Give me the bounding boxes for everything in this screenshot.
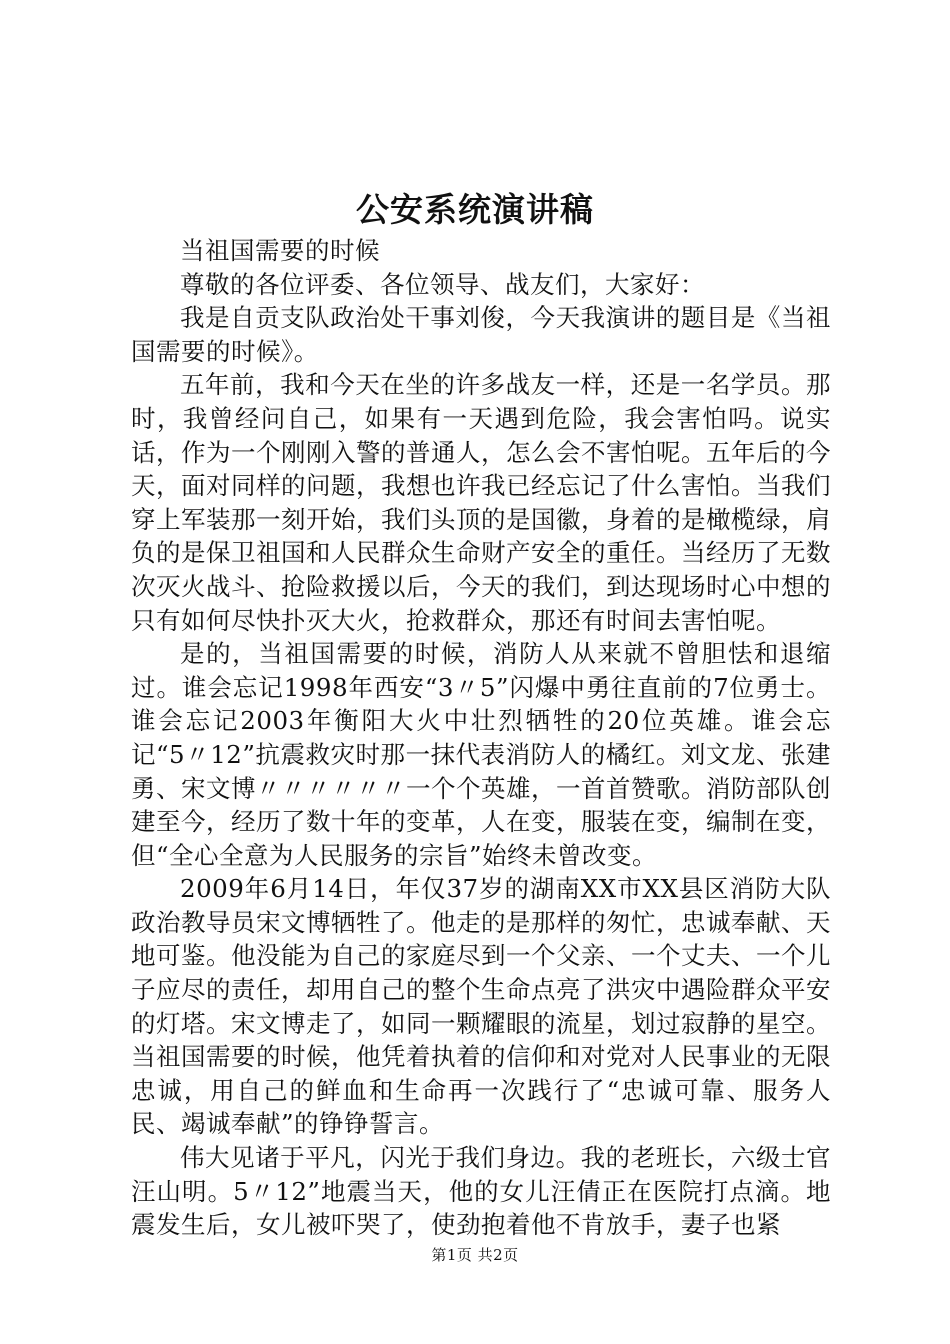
body-paragraph: 我是自贡支队政治处干事刘俊，今天我演讲的题目是《当祖国需要的时候》。 bbox=[131, 303, 831, 366]
body-paragraph: 伟大见诸于平凡，闪光于我们身边。我的老班长，六级士官汪山明。5〃12”地震当天，他的女儿汪倩正在医院打点滴。地震发生后，女儿被吓哭了，使劲抱着他不肯放手，妻子也紧 bbox=[131, 1143, 831, 1240]
speech-subtitle: 当祖国需要的时候 bbox=[180, 236, 380, 265]
page-number-footer: 第1页 共2页 bbox=[431, 1246, 519, 1264]
body-paragraph: 是的，当祖国需要的时候，消防人从来就不曾胆怯和退缩过。谁会忘记1998年西安“3〃5”闪爆中勇往直前的7位勇士。谁会忘记2003年衡阳大火中壮烈牺牲的20位英雄。谁会忘记“5〃12”抗震救灾时那一抹代表消防人的橘红。刘文龙、张建勇、宋文博〃〃〃〃〃〃一个个英雄，一首首赞歌。消防部队创建至今，经历了数十年的变革，人在变，服装在变，编制在变，但“全心全意为人民服务的宗旨”始终未曾改变。 bbox=[131, 639, 831, 870]
document-title: 公安系统演讲稿 bbox=[356, 190, 594, 229]
body-paragraph: 五年前，我和今天在坐的许多战友一样，还是一名学员。那时，我曾经问自己，如果有一天遇到危险，我会害怕吗。说实话，作为一个刚刚入警的普通人，怎么会不害怕呢。五年后的今天，面对同样的问题，我想也许我已经忘记了什么害怕。当我们穿上军装那一刻开始，我们头顶的是国徽，身着的是橄榄绿，肩负的是保卫祖国和人民群众生命财产安全的重任。当经历了无数次灭火战斗、抢险救援以后，今天的我们，到达现场时心中想的只有如何尽快扑灭大火，抢救群众，那还有时间去害怕呢。 bbox=[131, 370, 831, 635]
salutation: 尊敬的各位评委、各位领导、战友们，大家好： bbox=[180, 269, 705, 299]
body-paragraph: 2009年6月14日，年仅37岁的湖南XX市XX县区消防大队政治教导员宋文博牺牲了。他走的是那样的匆忙，忠诚奉献、天地可鉴。他没能为自己的家庭尽到一个父亲、一个丈夫、一个儿子应尽的责任，却用自己的整个生命点亮了洪灾中遇险群众平安的灯塔。宋文博走了，如同一颗耀眼的流星，划过寂静的星空。当祖国需要的时候，他凭着执着的信仰和对党对人民事业的无限忠诚，用自己的鲜血和生命再一次践行了“忠诚可靠、服务人民、竭诚奉献”的铮铮誓言。 bbox=[131, 874, 831, 1139]
document-body bbox=[131, 234, 831, 1242]
